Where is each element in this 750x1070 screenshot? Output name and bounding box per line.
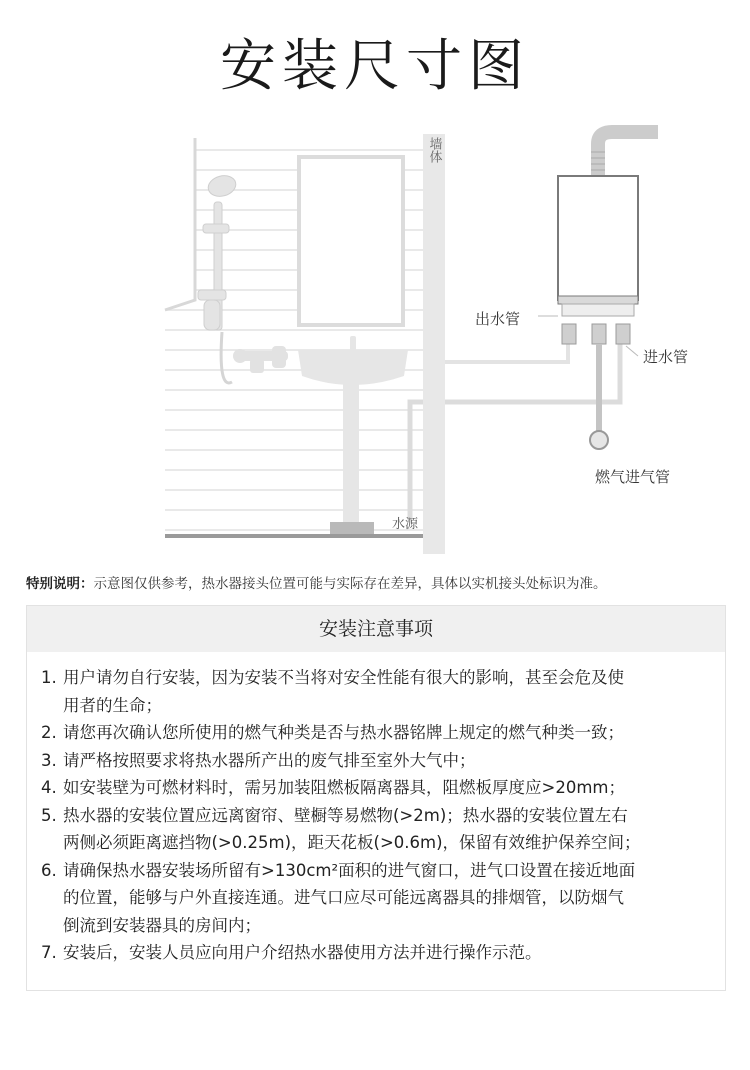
note-text [63, 719, 709, 747]
note-item [41, 939, 709, 967]
note-item [41, 664, 709, 719]
notes-list [27, 652, 725, 967]
mirror [299, 157, 403, 325]
note-number: 7. [41, 943, 57, 962]
inlet-pipe-label: 进水管 [643, 348, 689, 366]
note-line: 请您再次确认您所使用的燃气种类是否与热水器铭牌上规定的燃气种类一致； [63, 723, 624, 742]
note-number: 3. [41, 750, 57, 770]
notes-heading: 安装注意事项 [27, 606, 725, 652]
note-line: 用户请勿自行安装，因为安装不当将对安全性能有很大的影响，甚至会危及使 [63, 668, 624, 687]
installation-diagram [0, 120, 750, 560]
note-line: 请确保热水器安装场所留有>130cm²面积的进气窗口，进气口设置在接近地面 [63, 860, 636, 880]
special-note [26, 572, 736, 592]
hot-water-pipe [428, 342, 568, 362]
note-item [41, 802, 709, 857]
note-text [63, 774, 709, 802]
exhaust-pipe [598, 132, 658, 178]
water-heater [558, 176, 638, 316]
pipe-connectors [562, 324, 630, 344]
note-item [41, 857, 709, 940]
note-line: 两侧必须距离遮挡物(>0.25m)，距天花板(>0.6m)，保留有效维护保养空间； [63, 833, 641, 852]
gas-pipe [590, 344, 608, 449]
floor [165, 534, 423, 538]
note-number: 5. [41, 805, 57, 825]
note-text [63, 939, 709, 967]
note-line: 的位置，能够与户外直接连通。进气口应尽可能远离器具的排烟管，以防烟气 [63, 888, 624, 907]
note-line: 请严格按照要求将热水器所产出的废气排至室外大气中； [63, 750, 476, 770]
note-text [63, 747, 709, 775]
note-item [41, 747, 709, 775]
water-source-label: 水源 [392, 517, 419, 532]
wall-label: 墙体 [426, 137, 442, 163]
note-line: 热水器的安装位置应远离窗帘、壁橱等易燃物(>2m)；热水器的安装位置左右 [63, 805, 628, 825]
note-number: 4. [41, 778, 57, 797]
outlet-pipe-label: 出水管 [475, 310, 521, 328]
note-item [41, 719, 709, 747]
note-text [63, 857, 709, 940]
gas-pipe-label: 燃气进气管 [595, 468, 671, 486]
note-line: 倒流到安装器具的房间内； [63, 915, 261, 935]
note-number: 6. [41, 860, 57, 880]
note-line: 如安装壁为可燃材料时，需另加装阻燃板隔离器具，阻燃板厚度应>20mm； [63, 778, 625, 797]
note-line: 安装后，安装人员应向用户介绍热水器使用方法并进行操作示范。 [63, 943, 542, 962]
note-number: 2. [41, 723, 57, 742]
special-note-text: 示意图仅供参考，热水器接头位置可能与实际存在差异，具体以实机接头处标识为准。 [93, 576, 607, 592]
note-item [41, 774, 709, 802]
special-note-label: 特别说明： [26, 576, 94, 592]
page-title: 安装尺寸图 [220, 34, 530, 99]
note-line: 用者的生命； [63, 695, 162, 715]
note-text [63, 802, 709, 857]
note-number: 1. [41, 668, 57, 687]
installation-notes-panel [26, 605, 726, 991]
note-text [63, 664, 709, 719]
wall-column [423, 134, 445, 554]
